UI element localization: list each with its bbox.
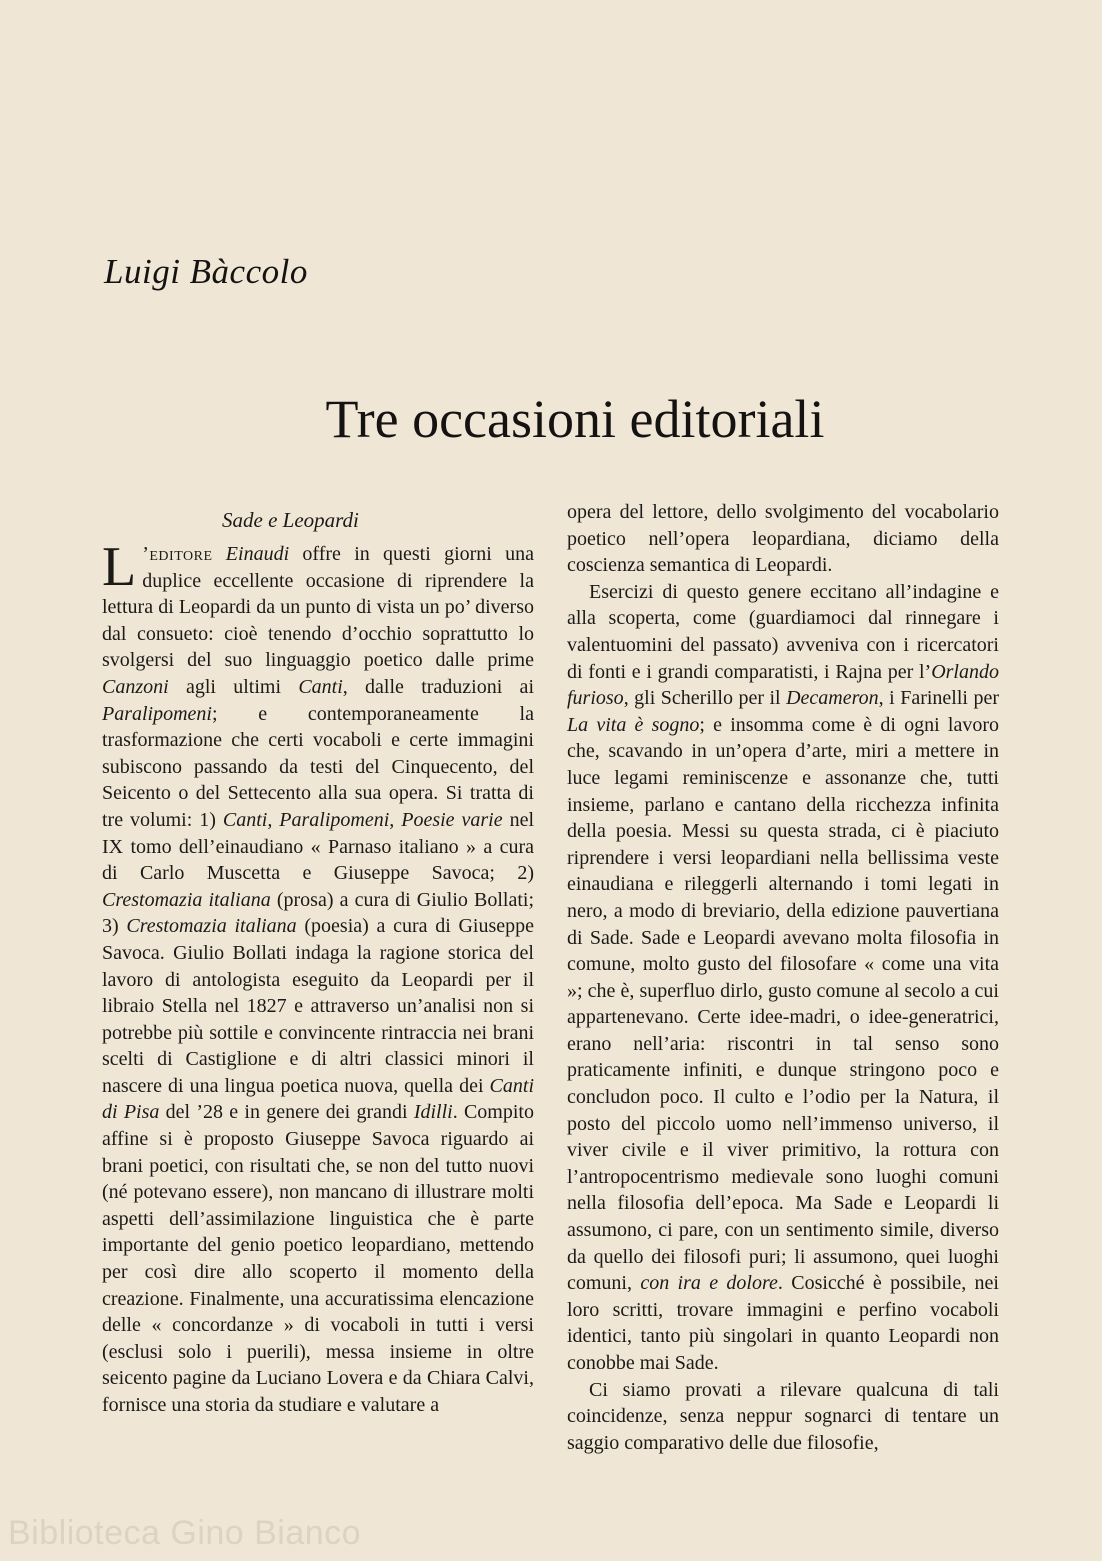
italic-run: Crestomazia italiana [102,888,271,911]
italic-run: Idilli [413,1101,453,1124]
italic-run: Decameron [786,687,879,710]
text-run: . Cosicché è possibile, nei loro scritti, trovare immagini e perfino vocaboli identici, tanto più singolari in quanto Leopardi non conobbe mai Sade. [567,1272,999,1374]
text-run: ; e contemporaneamente la trasformazione che certi vocaboli e certe immagini subiscono passando da testi del Cinquecento, del Seicento o del Settecento alla sua opera. Si tratta di tre volumi: 1) [102,702,534,831]
paragraph-runs [567,501,999,576]
opening-smallcaps: ’editore [142,543,213,565]
article-title: Tre occasioni editoriali [325,389,825,449]
italic-run: Paralipomeni [102,702,212,725]
text-run: opera del lettore, dello svolgimento del vocabolario poetico nell’opera leopardiana, diciamo della coscienza semantica di Leopardi. [567,501,999,577]
text-run [213,543,226,565]
paragraph [567,579,999,1377]
italic-run: Crestomazia italiana [126,915,297,938]
text-run: , gli Scherillo per il [623,687,787,710]
italic-run: Orlando furioso [567,660,999,710]
italic-run: con ira e dolore [640,1272,778,1295]
text-run: , dalle traduzioni ai [342,675,534,698]
text-run: nel IX tomo dell’einaudiano « Parnaso italiano » a cura di Carlo Muscetta e Giuseppe Savoca; 2) [102,808,535,885]
library-watermark: Biblioteca Gino Bianco [8,1514,362,1552]
text-column-right [567,499,999,1456]
text-run: (poesia) a cura di Giuseppe Savoca. Giulio Bollati indaga la ragione storica del lavoro di antologista eseguito da Leopardi per il libraio Stella nel 1827 e attraverso un’analisi non si potrebbe più sottile e convincente rintraccia nei brani scelti di Castiglione e di altri classici minori il nascere di una lingua poetica nuova, quella dei [102,915,534,1097]
paragraph-runs [567,1379,999,1454]
italic-run: Einaudi [225,543,290,565]
text-run: Ci siamo provati a rilevare qualcuna di tali coincidenze, senza neppur sognarci di tentare un saggio comparativo delle due filosofie, [567,1378,999,1454]
paragraph [567,1377,999,1457]
text-run: . Compito affine si è proposto Giuseppe Savoca riguardo ai brani poetici, con risultati che, se non del tutto nuovi (né potevano essere), non mancano di illustrare molti aspetti dell’assimilazione linguistica che è parte importante del genio poetico leopardiano, mettendo per così dire allo scoperto il momento della creazione. Finalmente, una accuratissima elencazione delle « concordanze » di vocaboli in tutti i versi (esclusi solo i puerili), messa insieme in oltre seicento pagine da Luciano Lovera e da Chiara Calvi, fornisce una storia da studiare e valutare a [102,1101,534,1416]
author-name: Luigi Bàccolo [104,252,308,291]
text-run: (prosa) a cura di Giulio Bollati; 3) [102,888,535,938]
text-run: , i Farinelli per [878,687,999,710]
drop-cap: L [102,536,137,598]
text-run: Esercizi di questo genere eccitano all’indagine e alla scoperta, come (guardiamoci dal rinnegare i valentuomini del passato) avveniva con i ricercatori di fonti e i grandi comparatisti, i Rajna per l’ [567,580,999,683]
italic-run: Canti, Paralipomeni, Poesie varie [222,808,503,831]
italic-run: La vita è sogno [567,713,700,736]
paragraph-runs [567,581,999,1374]
paragraph-runs [102,536,535,1416]
section-heading: Sade e Leopardi [222,508,359,532]
text-run: ; e insomma come è di ogni lavoro che, scavando in un’opera d’arte, miri a mettere in luce legami reminiscenze e assonanze che, tutti insieme, parlano e cantano della ricchezza infinita della poesia. Messi su questa strada, ci è piaciuto riprendere i versi leopardiani nella bellissima veste einaudiana e rileggerli alternando i tomi legati in nero, a modo di breviario, della edizione pauvertiana di Sade. Sade e Leopardi avevano molta filosofia in comune, molto gusto del filosofare « come una vita »; che è, superfluo dirlo, gusto comune al secolo a cui appartenevano. Certe idee-madri, o idee-generatrici, erano nell’aria: riscontri in tal senso sono praticamente infiniti, e dunque stringono poco e concludon poco. Il culto e l’odio per la Natura, il posto del piccolo uomo nell’immenso universo, il viver civile e il viver primitivo, la rottura con l’antropocentrismo medievale sono luoghi comuni nella filosofia dell’epoca. Ma Sade e Leopardi li assumono, ci pare, con un sentimento simile, diverso da quello dei filosofi puri; li assumono, quei luoghi comuni, [567,713,999,1295]
text-run: agli ultimi [168,675,299,698]
text-run: offre in questi giorni una duplice eccellente occasione di riprendere la lettura di Leopardi da un punto di vista un po’ diverso dal consueto: cioè tenendo d’occhio soprattutto lo svolgersi del suo linguaggio poetico dalle prime [102,543,534,672]
paragraph [102,536,535,1419]
italic-run: Canzoni [102,675,169,698]
paragraph [567,499,999,579]
italic-run: Canti [298,675,343,698]
text-run: del ’28 e in genere dei grandi [159,1101,414,1124]
italic-run: Canti di Pisa [102,1074,534,1124]
text-column-left [102,499,534,1419]
